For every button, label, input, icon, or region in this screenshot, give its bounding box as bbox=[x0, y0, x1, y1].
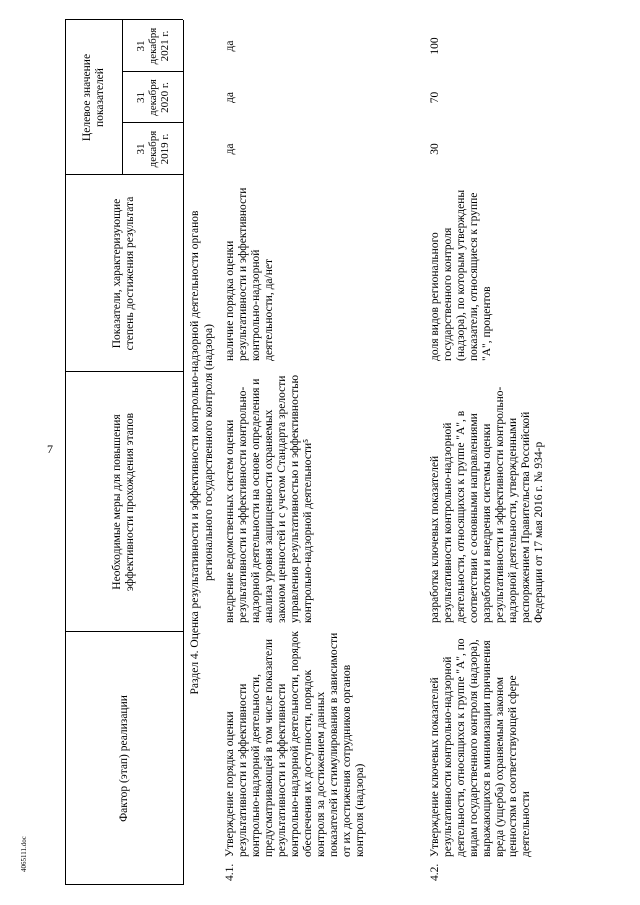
header-year-2020: 31 декабря 2020 г. bbox=[134, 79, 171, 116]
header-bottom-border bbox=[183, 20, 184, 885]
row-factor-text: Утверждение ключевых показателей результативности контрольно-надзорной деятельности, относящихся к группе "А", по видам государственного контроля (надзора), выражающихся в минимизации причинения вреда (ущерба) охраняемым законом ценностям в соответствующей сфере деятельности bbox=[429, 638, 532, 857]
row-indicator-text: наличие порядка оценки результативности и эффективности контрольно-надзорной деятельности, да/нет bbox=[224, 187, 275, 361]
section-title-line-1: Раздел 4. Оценка результативности и эффективности контрольно-надзорной деятельности органов bbox=[189, 210, 201, 695]
row-measures-text: разработка ключевых показателей результативности контрольно-надзорной деятельности, относящихся к группе "А", в соответствии с основными направлениями разработки и внедрения системы оценки результативности и эффективности контрольно-надзорной деятельности, утвержденными распоряжением Правительства Российской Федерации от 17 мая 2016 г. № 934-р bbox=[429, 386, 545, 623]
row-measures-text: внедрение ведомственных систем оценки результативности и эффективности контрольно-надзорной деятельности на основе определения и анализа уровня защищенности охраняемых законом ценностей и с учетом Стандарта зрелости управления результативностью и эффективностью контрольно-надзорной деятельности⁵ bbox=[224, 374, 314, 623]
row-indicator-text: доля видов регионального государственного контроля (надзора), по которым утверждены показатели, относящиеся к группе "А", процентов bbox=[429, 189, 493, 361]
page-number: 7 bbox=[47, 442, 53, 456]
row-factor-text: Утверждение порядка оценки результативности и эффективности контрольно-надзорной деятельности, предусматривающей в том числе показатели результативности и эффективности контрольно-надзорной деятельности, порядок обеспечения их доступности, порядок контроля за достижением данных показателей и стимулирования в зависимости от их достижения сотрудников органов контроля (надзора) bbox=[224, 630, 366, 857]
row-number: 4.2. bbox=[429, 863, 441, 881]
header-target-value: Целевое значение показателей bbox=[80, 53, 106, 142]
row-value-2020: да bbox=[224, 92, 236, 103]
results-table bbox=[65, 20, 635, 885]
row-number: 4.1. bbox=[224, 863, 236, 881]
rotated-table-page bbox=[65, 20, 635, 885]
row-value-2019: да bbox=[224, 143, 236, 155]
section-title-line-2: регионального государственного контроля (надзора) bbox=[203, 324, 215, 581]
header-measures: Необходимые меры для повышения эффективности прохождения этапов bbox=[111, 412, 136, 592]
row-value-2019: 30 bbox=[429, 143, 441, 155]
document-file-id: 4065111.doc bbox=[20, 836, 28, 872]
header-year-2019: 31 декабря 2019 г. bbox=[134, 130, 171, 168]
header-factor: Фактор (этап) реализации bbox=[117, 695, 130, 822]
row-value-2020: 70 bbox=[429, 91, 441, 104]
header-year-2021: 31 декабря 2021 г. bbox=[134, 27, 171, 65]
row-value-2021: 100 bbox=[429, 37, 441, 55]
row-value-2021: да bbox=[224, 40, 236, 52]
header-indicators: Показатели, характеризующие степень достижения результата bbox=[111, 196, 136, 351]
